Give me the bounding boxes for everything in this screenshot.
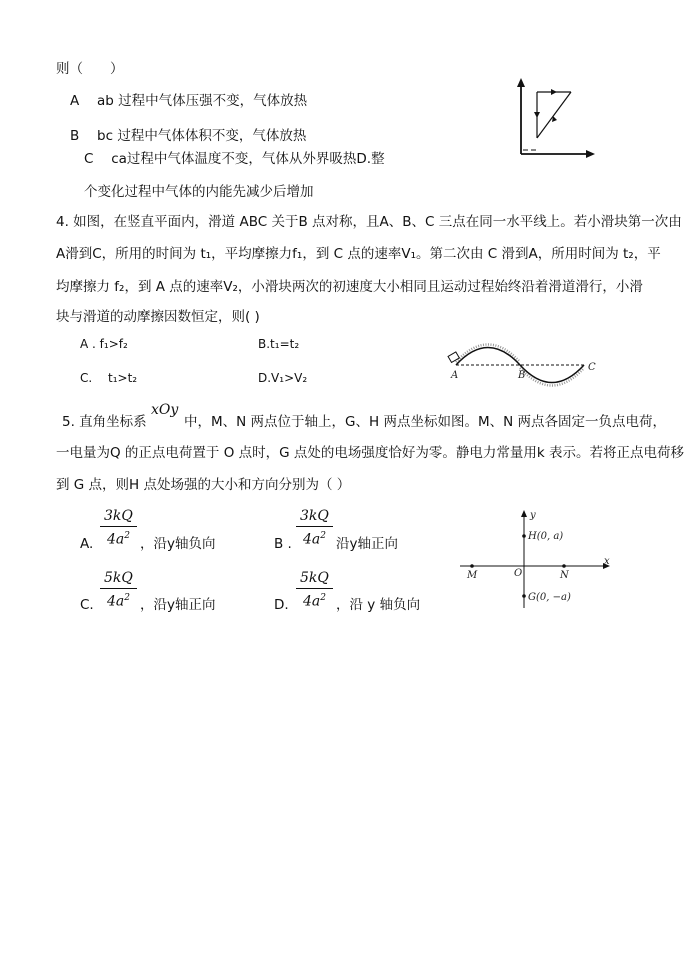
q5-option-b-exponent: 2: [320, 531, 326, 541]
q5-option-c-denominator: 4a: [106, 593, 125, 610]
q5-option-a-direction: ，沿y轴负向: [140, 536, 216, 552]
q4-line-3: 均摩擦力 f₂，到 A 点的速率V₂，小滑块两次的初速度大小相同且运动过程始终沿着滑道滑行，小滑: [56, 279, 643, 295]
q5-label-h: H(0, a): [528, 531, 564, 542]
q4-line-2: A滑到C，所用的时间为 t₁，平均摩擦力f₁，到 C 点的速率V₁。第二次由 C 滑到A，所用时间为 t₂，平: [56, 246, 661, 262]
q4-option-c: C. t₁>t₂: [80, 371, 138, 385]
q3-pv-diagram: [515, 78, 595, 158]
q5-line-1-post: 中，M、N 两点位于轴上，G、H 两点坐标如图。M、N 两点各固定一负点电荷，: [184, 414, 666, 430]
q5-option-b-letter: B .: [274, 536, 292, 552]
q3-option-a: A ab 过程中气体压强不变，气体放热: [70, 93, 308, 109]
q5-option-c-numerator: 5kQ: [104, 570, 133, 586]
q3-option-c: C ca过程中气体温度不变，气体从外界吸热D.整: [84, 151, 385, 167]
q5-option-b-direction: 沿y轴正向: [336, 536, 398, 552]
q5-line-3: 到 G 点，则H 点处场强的大小和方向分别为（ ）: [56, 477, 351, 493]
q5-option-a-numerator: 3kQ: [104, 508, 133, 524]
q5-option-b-denominator: 4a: [302, 531, 321, 548]
q5-label-x: x: [604, 556, 610, 567]
q3-option-b: B bc 过程中气体体积不变，气体放热: [70, 128, 307, 144]
q5-option-d-fraction: [296, 570, 333, 611]
q4-line-4: 块与滑道的动摩擦因数恒定，则( ): [56, 309, 260, 325]
q4-option-b: B.t₁=t₂: [258, 337, 300, 351]
q5-option-d-exponent: 2: [320, 593, 326, 603]
q4-slide-track-diagram: [448, 340, 608, 386]
q4-label-a: A: [451, 370, 459, 381]
q5-label-n: N: [560, 570, 569, 581]
q5-option-a-letter: A.: [80, 536, 94, 552]
q5-label-o: O: [514, 568, 523, 579]
q5-option-c-letter: C.: [80, 597, 94, 613]
q5-label-m: M: [467, 570, 478, 581]
q5-option-d-letter: D.: [274, 597, 289, 613]
q5-option-a-denominator: 4a: [106, 531, 125, 548]
q5-option-b-numerator: 3kQ: [300, 508, 329, 524]
q5-line-1-pre: 5. 直角坐标系: [62, 414, 147, 430]
q5-option-c-exponent: 2: [124, 593, 130, 603]
q5-option-c-fraction: [100, 570, 137, 611]
q5-option-b-fraction: [296, 508, 333, 549]
q5-coordinate-diagram: [456, 508, 616, 612]
q5-option-a-exponent: 2: [124, 531, 130, 541]
q4-option-a: A . f₁>f₂: [80, 337, 128, 351]
q5-label-y: y: [530, 510, 536, 521]
q5-option-c-direction: ，沿y轴正向: [140, 597, 216, 613]
q5-option-a-fraction: [100, 508, 137, 549]
q4-option-d: D.V₁>V₂: [258, 371, 308, 385]
q5-label-g: G(0, −a): [528, 592, 571, 603]
q3-option-d-continued: 个变化过程中气体的内能先减少后增加: [84, 184, 314, 200]
q5-line-2: 一电量为Q 的正点电荷置于 O 点时，G 点处的电场强度恰好为零。静电力常量用k 表示。若将正点电荷移: [56, 445, 684, 461]
q4-label-c: C: [588, 362, 596, 373]
q5-option-d-direction: ，沿 y 轴负向: [336, 597, 421, 613]
q5-xoy-symbol: xOy: [151, 402, 179, 418]
q5-option-d-numerator: 5kQ: [300, 570, 329, 586]
q5-option-d-denominator: 4a: [302, 593, 321, 610]
q3-stem: 则（ ）: [56, 61, 124, 77]
q4-line-1: 4. 如图，在竖直平面内，滑道 ABC 关于B 点对称，且A、B、C 三点在同一水平线上。若小滑块第一次由: [56, 214, 682, 230]
q4-label-b: B: [518, 370, 526, 381]
